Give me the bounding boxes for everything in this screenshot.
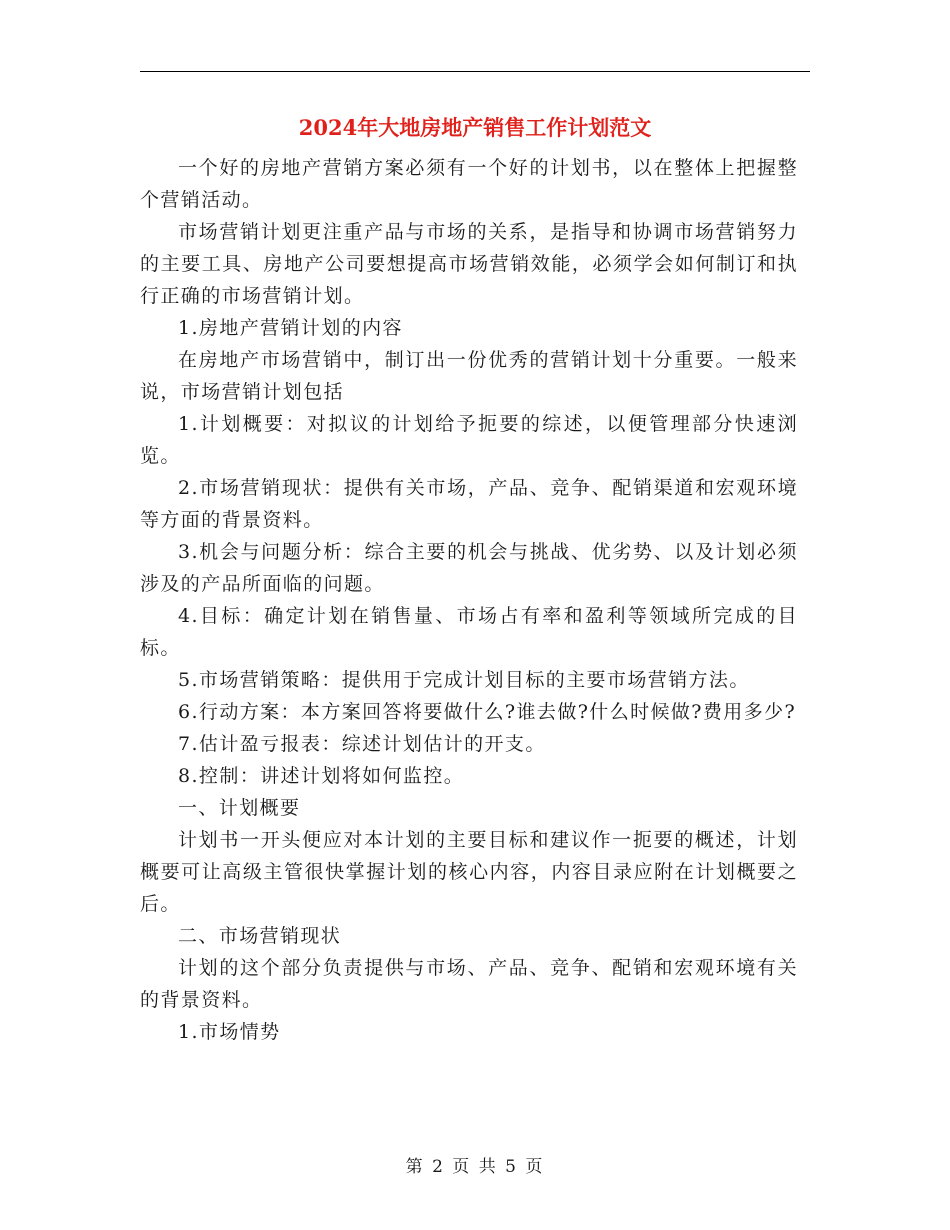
list-item: 3.机会与问题分析：综合主要的机会与挑战、优劣势、以及计划必须涉及的产品所面临的问题。 [140,541,798,595]
list-item: 6.行动方案：本方案回答将要做什么?谁去做?什么时候做?费用多少? [178,701,797,723]
paragraph: 计划的这个部分负责提供与市场、产品、竞争、配销和宏观环境有关的背景资料。 [140,957,798,1011]
page-indicator: 第 2 页 共 5 页 [405,1157,545,1177]
header-rule [140,71,810,72]
paragraph: 计划书一开头便应对本计划的主要目标和建议作一扼要的概述，计划概要可让高级主管很快掌握计划的核心内容，内容目录应附在计划概要之后。 [140,829,798,915]
list-item: 4.目标：确定计划在销售量、市场占有率和盈利等领域所完成的目标。 [140,605,798,659]
paragraph: 一个好的房地产营销方案必须有一个好的计划书，以在整体上把握整个营销活动。 [140,157,798,211]
list-item: 2.市场营销现状：提供有关市场，产品、竞争、配销渠道和宏观环境等方面的背景资料。 [140,477,798,531]
document-body [140,152,798,1048]
list-item: 1.计划概要：对拟议的计划给予扼要的综述，以便管理部分快速浏览。 [140,413,798,467]
section-heading: 一、计划概要 [178,797,301,819]
list-item: 8.控制：讲述计划将如何监控。 [178,765,465,787]
list-item: 7.估计盈亏报表：综述计划估计的开支。 [178,733,546,755]
paragraph: 在房地产市场营销中，制订出一份优秀的营销计划十分重要。一般来说，市场营销计划包括 [140,349,798,403]
section-heading: 1.市场情势 [178,1021,281,1043]
section-heading: 1.房地产营销计划的内容 [178,317,403,339]
list-item: 5.市场营销策略：提供用于完成计划目标的主要市场营销方法。 [178,669,750,691]
section-heading: 二、市场营销现状 [178,925,342,947]
paragraph: 市场营销计划更注重产品与市场的关系，是指导和协调市场营销努力的主要工具、房地产公司要想提高市场营销效能，必须学会如何制订和执行正确的市场营销计划。 [140,221,798,307]
document-title: 2024年大地房地产销售工作计划范文 [298,115,652,140]
